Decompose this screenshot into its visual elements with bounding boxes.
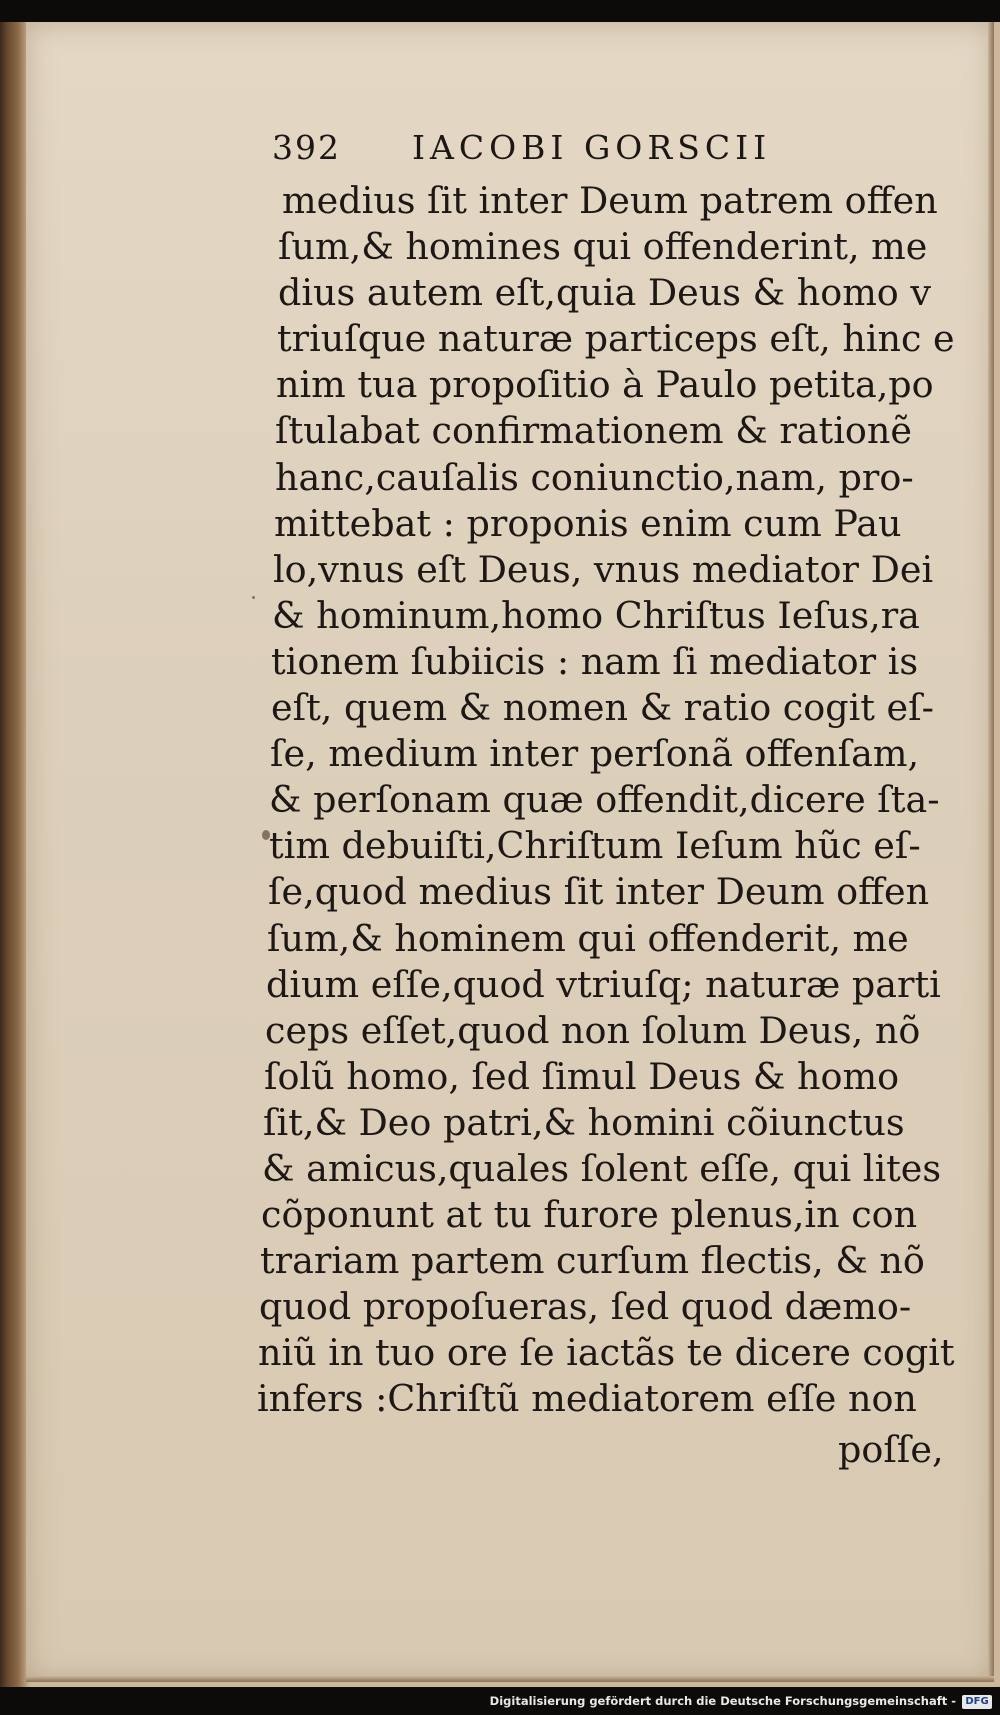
page-edge-right <box>988 22 994 1682</box>
text-line: ſtulabat confirmationem & rationẽ <box>275 409 912 453</box>
page-number: 392 <box>272 128 341 167</box>
running-head <box>272 128 872 172</box>
text-line: dium eſſe,quod vtriuſq; naturæ parti <box>266 962 941 1006</box>
text-line: niũ in tuo ore ſe iactãs te dicere cogit <box>258 1331 955 1375</box>
running-title: IACOBI GORSCII <box>412 128 772 167</box>
text-line: ſum,& homines qui offenderint, me <box>278 225 928 269</box>
text-line: nim tua propoſitio à Paulo petita,po <box>276 363 934 407</box>
text-line: ſe,quod medius ſit inter Deum offen <box>268 870 930 914</box>
text-line: & perſonam quæ offendit,dicere ſta- <box>269 778 940 822</box>
text-line: & amicus,quales ſolent eſſe, qui lites <box>262 1146 942 1190</box>
text-line: quod propoſueras, ſed quod dæmo- <box>259 1285 912 1329</box>
text-line: eſt, quem & nomen & ratio cogit eſ- <box>271 686 934 730</box>
funding-credit: Digitalisierung gefördert durch die Deutsche Forschungsgemeinschaft - <box>489 1694 956 1708</box>
text-line: triuſque naturæ particeps eſt, hinc e <box>277 317 955 361</box>
text-line: tim debuiſti,Chriſtum Ieſum hũc eſ- <box>269 824 921 868</box>
text-line: tionem ſubiicis : nam ſi mediator is <box>271 639 919 683</box>
catchword: poſſe, <box>838 1428 944 1471</box>
text-line: ſit,& Deo patri,& homini cõiunctus <box>263 1100 905 1144</box>
dfg-logo: DFG <box>962 1695 992 1709</box>
text-line: trariam partem curſum flectis, & nõ <box>260 1239 925 1283</box>
page-edge-bottom <box>26 1676 994 1682</box>
text-line: ſum,& hominem qui offenderit, me <box>267 916 909 960</box>
text-line: hanc,cauſalis coniunctio,nam, pro- <box>275 455 914 499</box>
text-line: ceps eſſet,quod non ſolum Deus, nõ <box>265 1008 921 1052</box>
text-line: medius ſit inter Deum patrem offen <box>282 179 938 222</box>
text-line: & hominum,homo Chriſtus Ieſus,ra <box>272 593 920 637</box>
text-line: infers :Chriſtũ mediatorem eſſe non <box>257 1377 917 1421</box>
text-line: cõponunt at tu furore plenus,in con <box>261 1193 918 1237</box>
text-line: lo,vnus eſt Deus, vnus mediator Dei <box>273 547 934 591</box>
text-line: ſe, medium inter perſonã offenſam, <box>270 732 920 776</box>
text-line: dius autem eſt,quia Deus & homo v <box>278 271 932 315</box>
body-text <box>257 178 966 1423</box>
ink-speck <box>252 596 255 599</box>
text-line: ſolũ homo, ſed ſimul Deus & homo <box>264 1054 900 1098</box>
footer-bar <box>0 1687 1000 1715</box>
text-line: mittebat : proponis enim cum Pau <box>274 501 902 545</box>
